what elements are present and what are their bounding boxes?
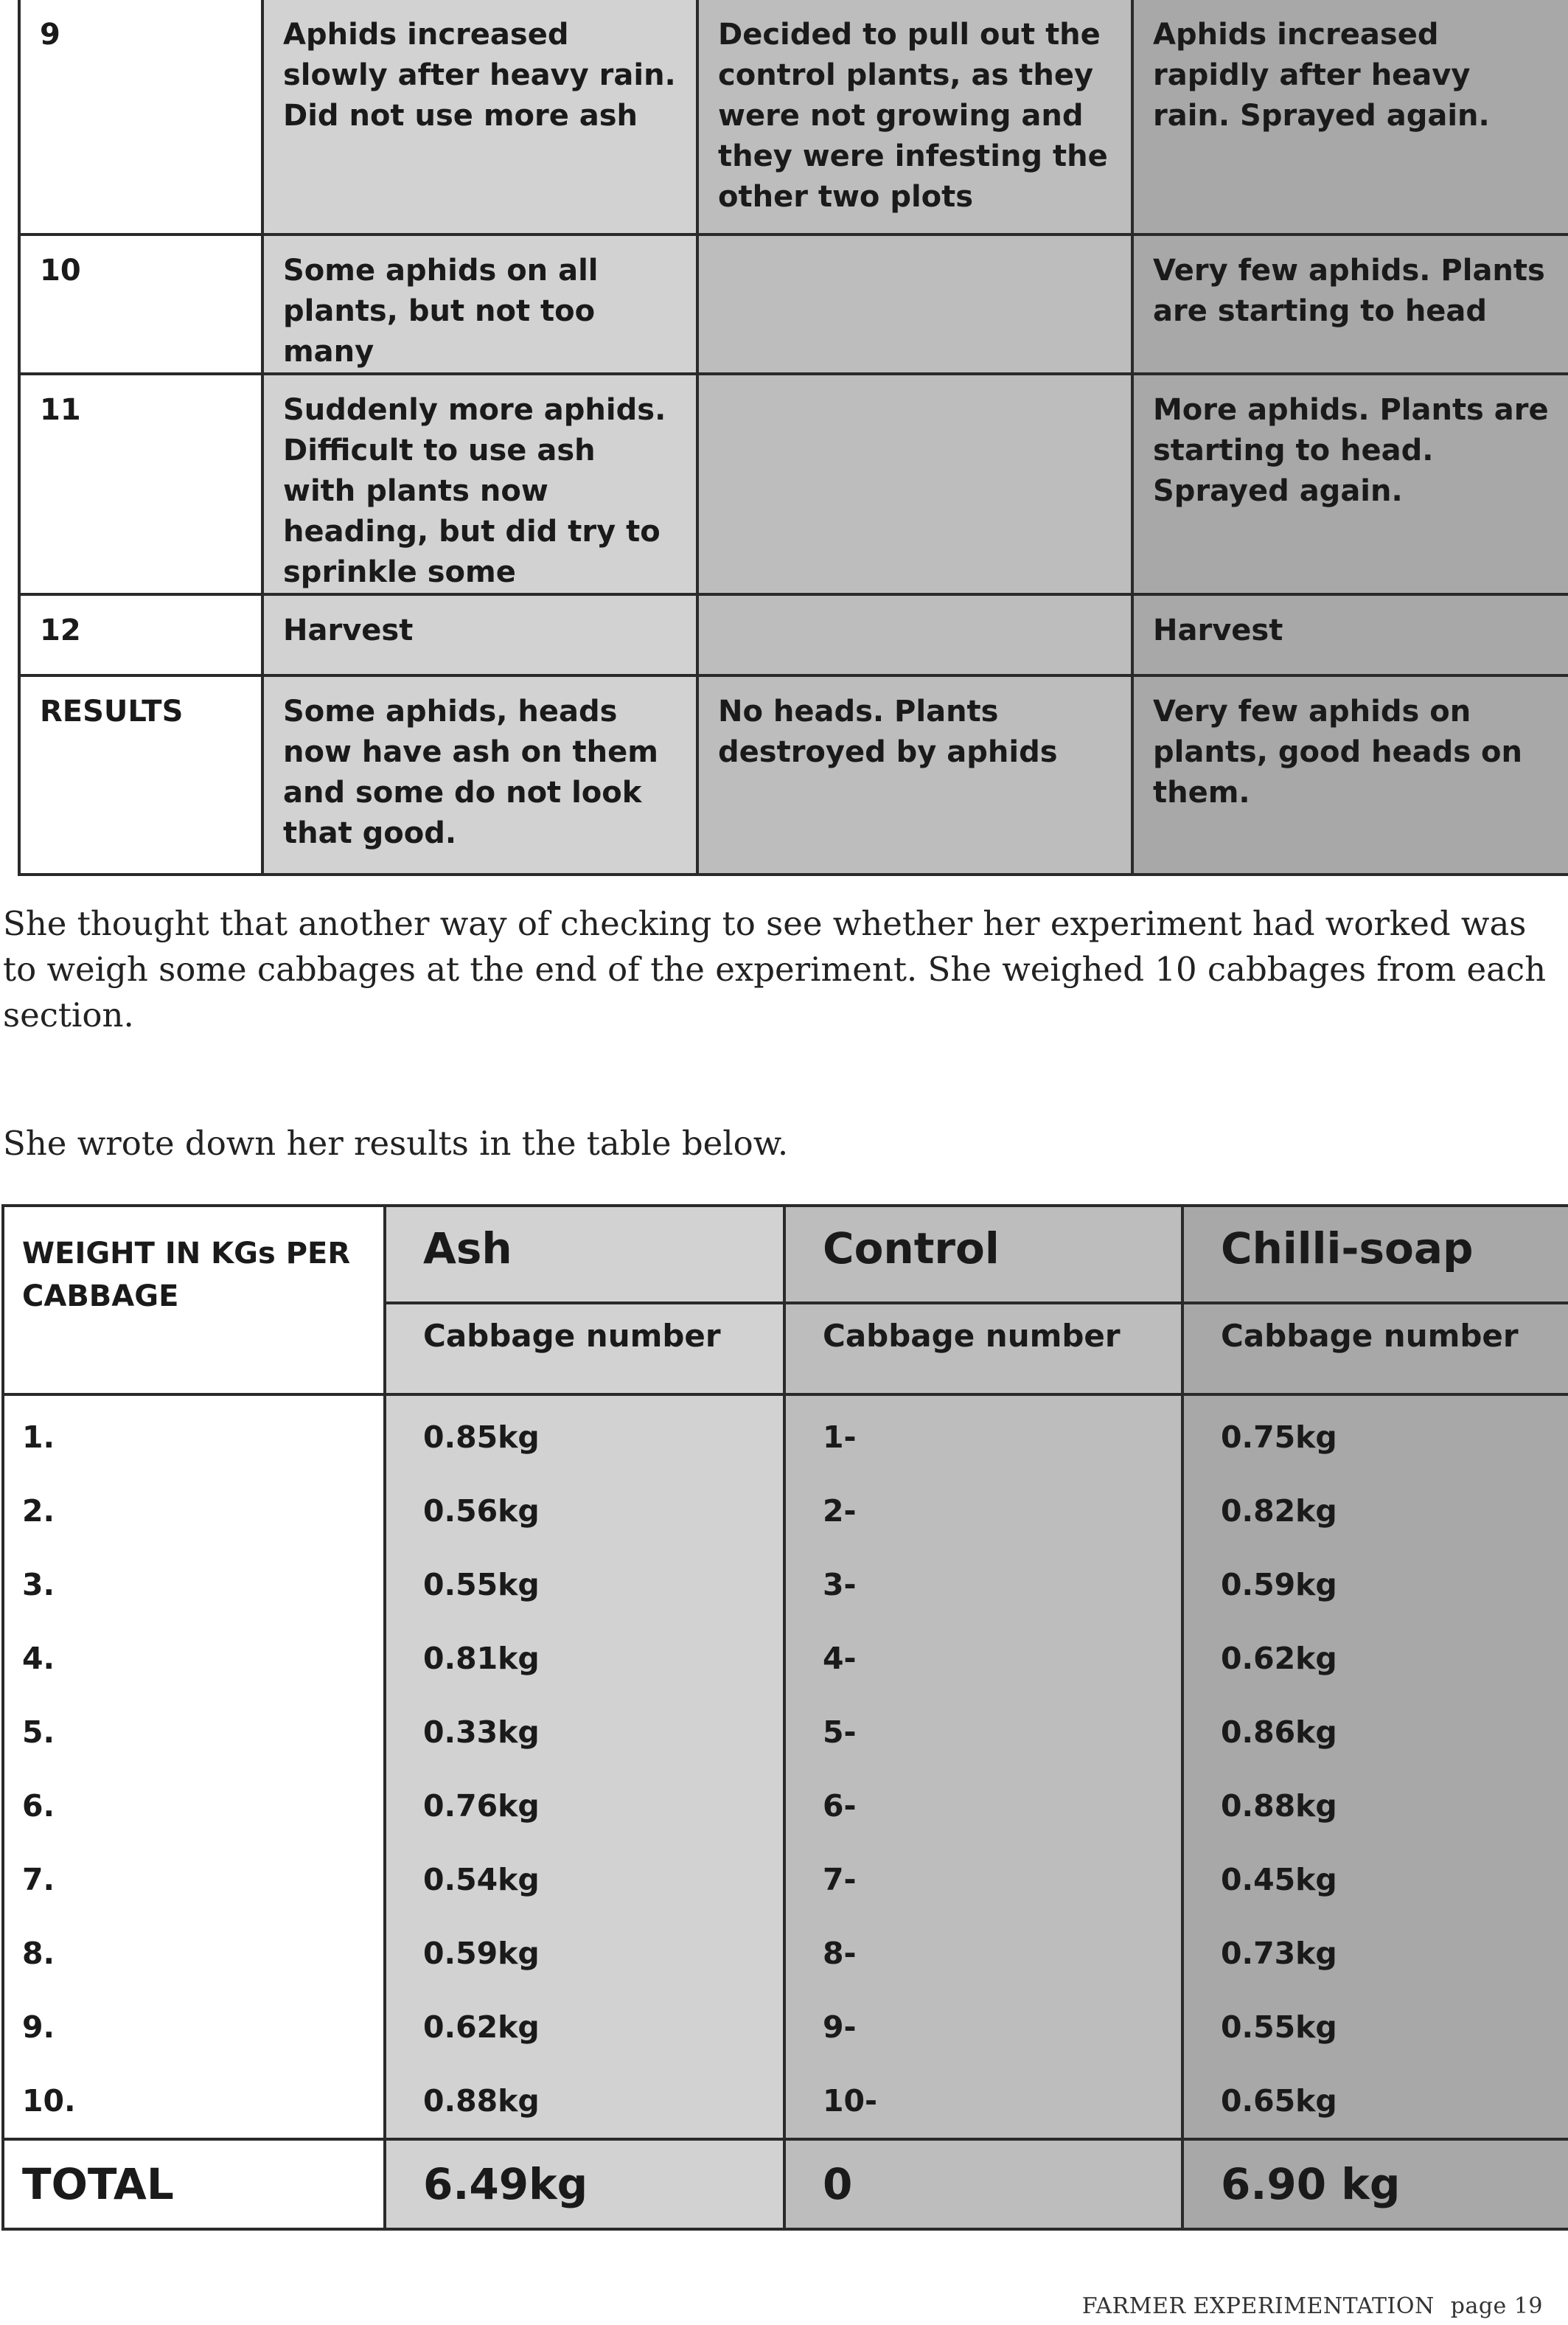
chilli-total: 6.90 kg (1182, 2139, 1568, 2229)
cabbage-index: 1. (3, 1394, 385, 1474)
chilli-observation: Very few aphids. Plants are starting to head (1132, 234, 1568, 374)
weight-row (3, 1695, 1568, 1769)
cabbage-index: 7. (3, 1843, 385, 1916)
ash-total: 6.49kg (385, 2139, 784, 2229)
cabbage-index: 3. (3, 1548, 385, 1622)
subheader-cabbage-number: Cabbage number (784, 1303, 1182, 1394)
chilli-weight: 0.62kg (1182, 1622, 1568, 1695)
observation-table (18, 0, 1568, 876)
weight-row (3, 1769, 1568, 1843)
control-result: No heads. Plants destroyed by aphids (697, 675, 1132, 875)
subheader-cabbage-number: Cabbage number (385, 1303, 784, 1394)
ash-weight: 0.85kg (385, 1394, 784, 1474)
column-header-control: Control (784, 1206, 1182, 1303)
ash-weight: 0.81kg (385, 1622, 784, 1695)
ash-weight: 0.88kg (385, 2064, 784, 2139)
weight-corner-label: WEIGHT IN KGs PER CABBAGE (3, 1206, 385, 1394)
control-weight: 6- (784, 1769, 1182, 1843)
cabbage-index: 10. (3, 2064, 385, 2139)
control-weight: 2- (784, 1474, 1182, 1548)
ash-weight: 0.76kg (385, 1769, 784, 1843)
body-paragraph: She thought that another way of checking to see whether her experiment had worked was to weigh some cabbages at the end of the experiment. She weighed 10 cabbages from each section. (3, 904, 1547, 1035)
observation-row (19, 234, 1568, 374)
footer-section-title: FARMER EXPERIMENTATION (1081, 2293, 1435, 2319)
chilli-result: Very few aphids on plants, good heads on them. (1132, 675, 1568, 875)
cabbage-index: 6. (3, 1769, 385, 1843)
ash-weight: 0.62kg (385, 1990, 784, 2064)
cabbage-index: 5. (3, 1695, 385, 1769)
chilli-weight: 0.75kg (1182, 1394, 1568, 1474)
observation-row (19, 0, 1568, 234)
week-cell: 10 (19, 234, 262, 374)
column-header-chilli-soap: Chilli-soap (1182, 1206, 1568, 1303)
week-cell: 12 (19, 594, 262, 675)
control-observation (697, 374, 1132, 594)
chilli-weight: 0.73kg (1182, 1916, 1568, 1990)
control-observation (697, 594, 1132, 675)
total-row (3, 2139, 1568, 2229)
chilli-weight: 0.55kg (1182, 1990, 1568, 2064)
control-weight: 8- (784, 1916, 1182, 1990)
weight-row (3, 2064, 1568, 2139)
control-weight: 3- (784, 1548, 1182, 1622)
weight-row (3, 1990, 1568, 2064)
cabbage-index: 4. (3, 1622, 385, 1695)
weight-row (3, 1622, 1568, 1695)
weight-header-row (3, 1206, 1568, 1303)
control-weight: 5- (784, 1695, 1182, 1769)
chilli-weight: 0.65kg (1182, 2064, 1568, 2139)
control-weight: 10- (784, 2064, 1182, 2139)
weight-table (1, 1204, 1568, 2231)
page-number: page 19 (1450, 2293, 1543, 2319)
weight-row (3, 1548, 1568, 1622)
chilli-weight: 0.82kg (1182, 1474, 1568, 1548)
control-weight: 1- (784, 1394, 1182, 1474)
chilli-observation: More aphids. Plants are starting to head. Sprayed again. (1132, 374, 1568, 594)
column-header-ash: Ash (385, 1206, 784, 1303)
ash-weight: 0.56kg (385, 1474, 784, 1548)
chilli-observation: Harvest (1132, 594, 1568, 675)
subheader-cabbage-number: Cabbage number (1182, 1303, 1568, 1394)
ash-observation: Suddenly more aphids. Difficult to use ash with plants now heading, but did try to sprinkle some (262, 374, 697, 594)
ash-observation: Harvest (262, 594, 697, 675)
weight-row (3, 1916, 1568, 1990)
chilli-weight: 0.86kg (1182, 1695, 1568, 1769)
chilli-weight: 0.45kg (1182, 1843, 1568, 1916)
chilli-observation: Aphids increased rapidly after heavy rain. Sprayed again. (1132, 0, 1568, 234)
ash-observation: Some aphids on all plants, but not too many (262, 234, 697, 374)
weight-row (3, 1474, 1568, 1548)
ash-result: Some aphids, heads now have ash on them and some do not look that good. (262, 675, 697, 875)
ash-weight: 0.59kg (385, 1916, 784, 1990)
total-label: TOTAL (3, 2139, 385, 2229)
control-observation: Decided to pull out the control plants, as they were not growing and they were infesting the other two plots (697, 0, 1132, 234)
cabbage-index: 9. (3, 1990, 385, 2064)
control-weight: 4- (784, 1622, 1182, 1695)
ash-weight: 0.55kg (385, 1548, 784, 1622)
weight-row (3, 1843, 1568, 1916)
cabbage-index: 8. (3, 1916, 385, 1990)
week-cell: 11 (19, 374, 262, 594)
chilli-weight: 0.88kg (1182, 1769, 1568, 1843)
ash-weight: 0.33kg (385, 1695, 784, 1769)
chilli-weight: 0.59kg (1182, 1548, 1568, 1622)
results-label: RESULTS (19, 675, 262, 875)
results-row (19, 675, 1568, 875)
body-paragraph: She wrote down her results in the table below. (3, 1124, 789, 1163)
observation-row (19, 594, 1568, 675)
page-footer (1082, 2293, 1543, 2319)
ash-weight: 0.54kg (385, 1843, 784, 1916)
control-observation (697, 234, 1132, 374)
week-cell: 9 (19, 0, 262, 234)
control-weight: 9- (784, 1990, 1182, 2064)
control-weight: 7- (784, 1843, 1182, 1916)
ash-observation: Aphids increased slowly after heavy rain. Did not use more ash (262, 0, 697, 234)
cabbage-index: 2. (3, 1474, 385, 1548)
observation-row (19, 374, 1568, 594)
weight-row (3, 1394, 1568, 1474)
control-total: 0 (784, 2139, 1182, 2229)
